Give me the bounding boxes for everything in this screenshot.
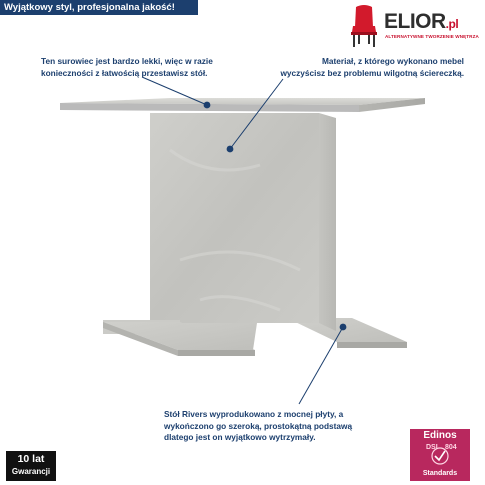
edinos-number: 804 (445, 444, 457, 451)
callout-construction-line2: wykończono go szeroką, prostokątną podstawą (164, 420, 353, 431)
warranty-years: 10 lat (17, 453, 45, 465)
seal-icon (431, 443, 449, 467)
callout-construction (164, 409, 419, 444)
warranty-badge (6, 451, 56, 481)
edinos-standards-badge (410, 429, 470, 481)
edinos-name: Edinos (423, 430, 457, 441)
table-top (60, 98, 425, 112)
table-support-side (319, 113, 336, 331)
callout-lightweight-line2: konieczności z łatwością przestawisz stół. (41, 67, 208, 78)
warranty-label: Gwarancji (11, 467, 51, 476)
callout-construction-line1: Stół Rivers wyprodukowano z mocnej płyty, a (164, 409, 344, 419)
callout-construction-line3: dlatego jest on wyjątkowo wytrzymały. (164, 432, 316, 442)
table-support-panel (150, 113, 319, 323)
edinos-standards: Standards (422, 470, 458, 477)
edinos-dsi: DSI (426, 444, 438, 451)
table-foot-left (103, 320, 257, 356)
brand-subtitle: ALTERNATYWNE TWORZENIE WNĘTRZA (385, 34, 479, 39)
brand-text: ELIOR (384, 10, 446, 33)
callout-material-line1: Materiał, z którego wykonano mebel (321, 56, 464, 66)
callout-material-line2: wyczyścisz bez problemu wilgotną ściereczką. (280, 67, 464, 78)
tagline-banner: Wyjątkowy styl, profesjonalna jakość! (0, 0, 198, 15)
callout-lightweight-line1: Ten surowiec jest bardzo lekki, więc w razie (41, 56, 213, 66)
brand-suffix: .pl (445, 17, 459, 31)
